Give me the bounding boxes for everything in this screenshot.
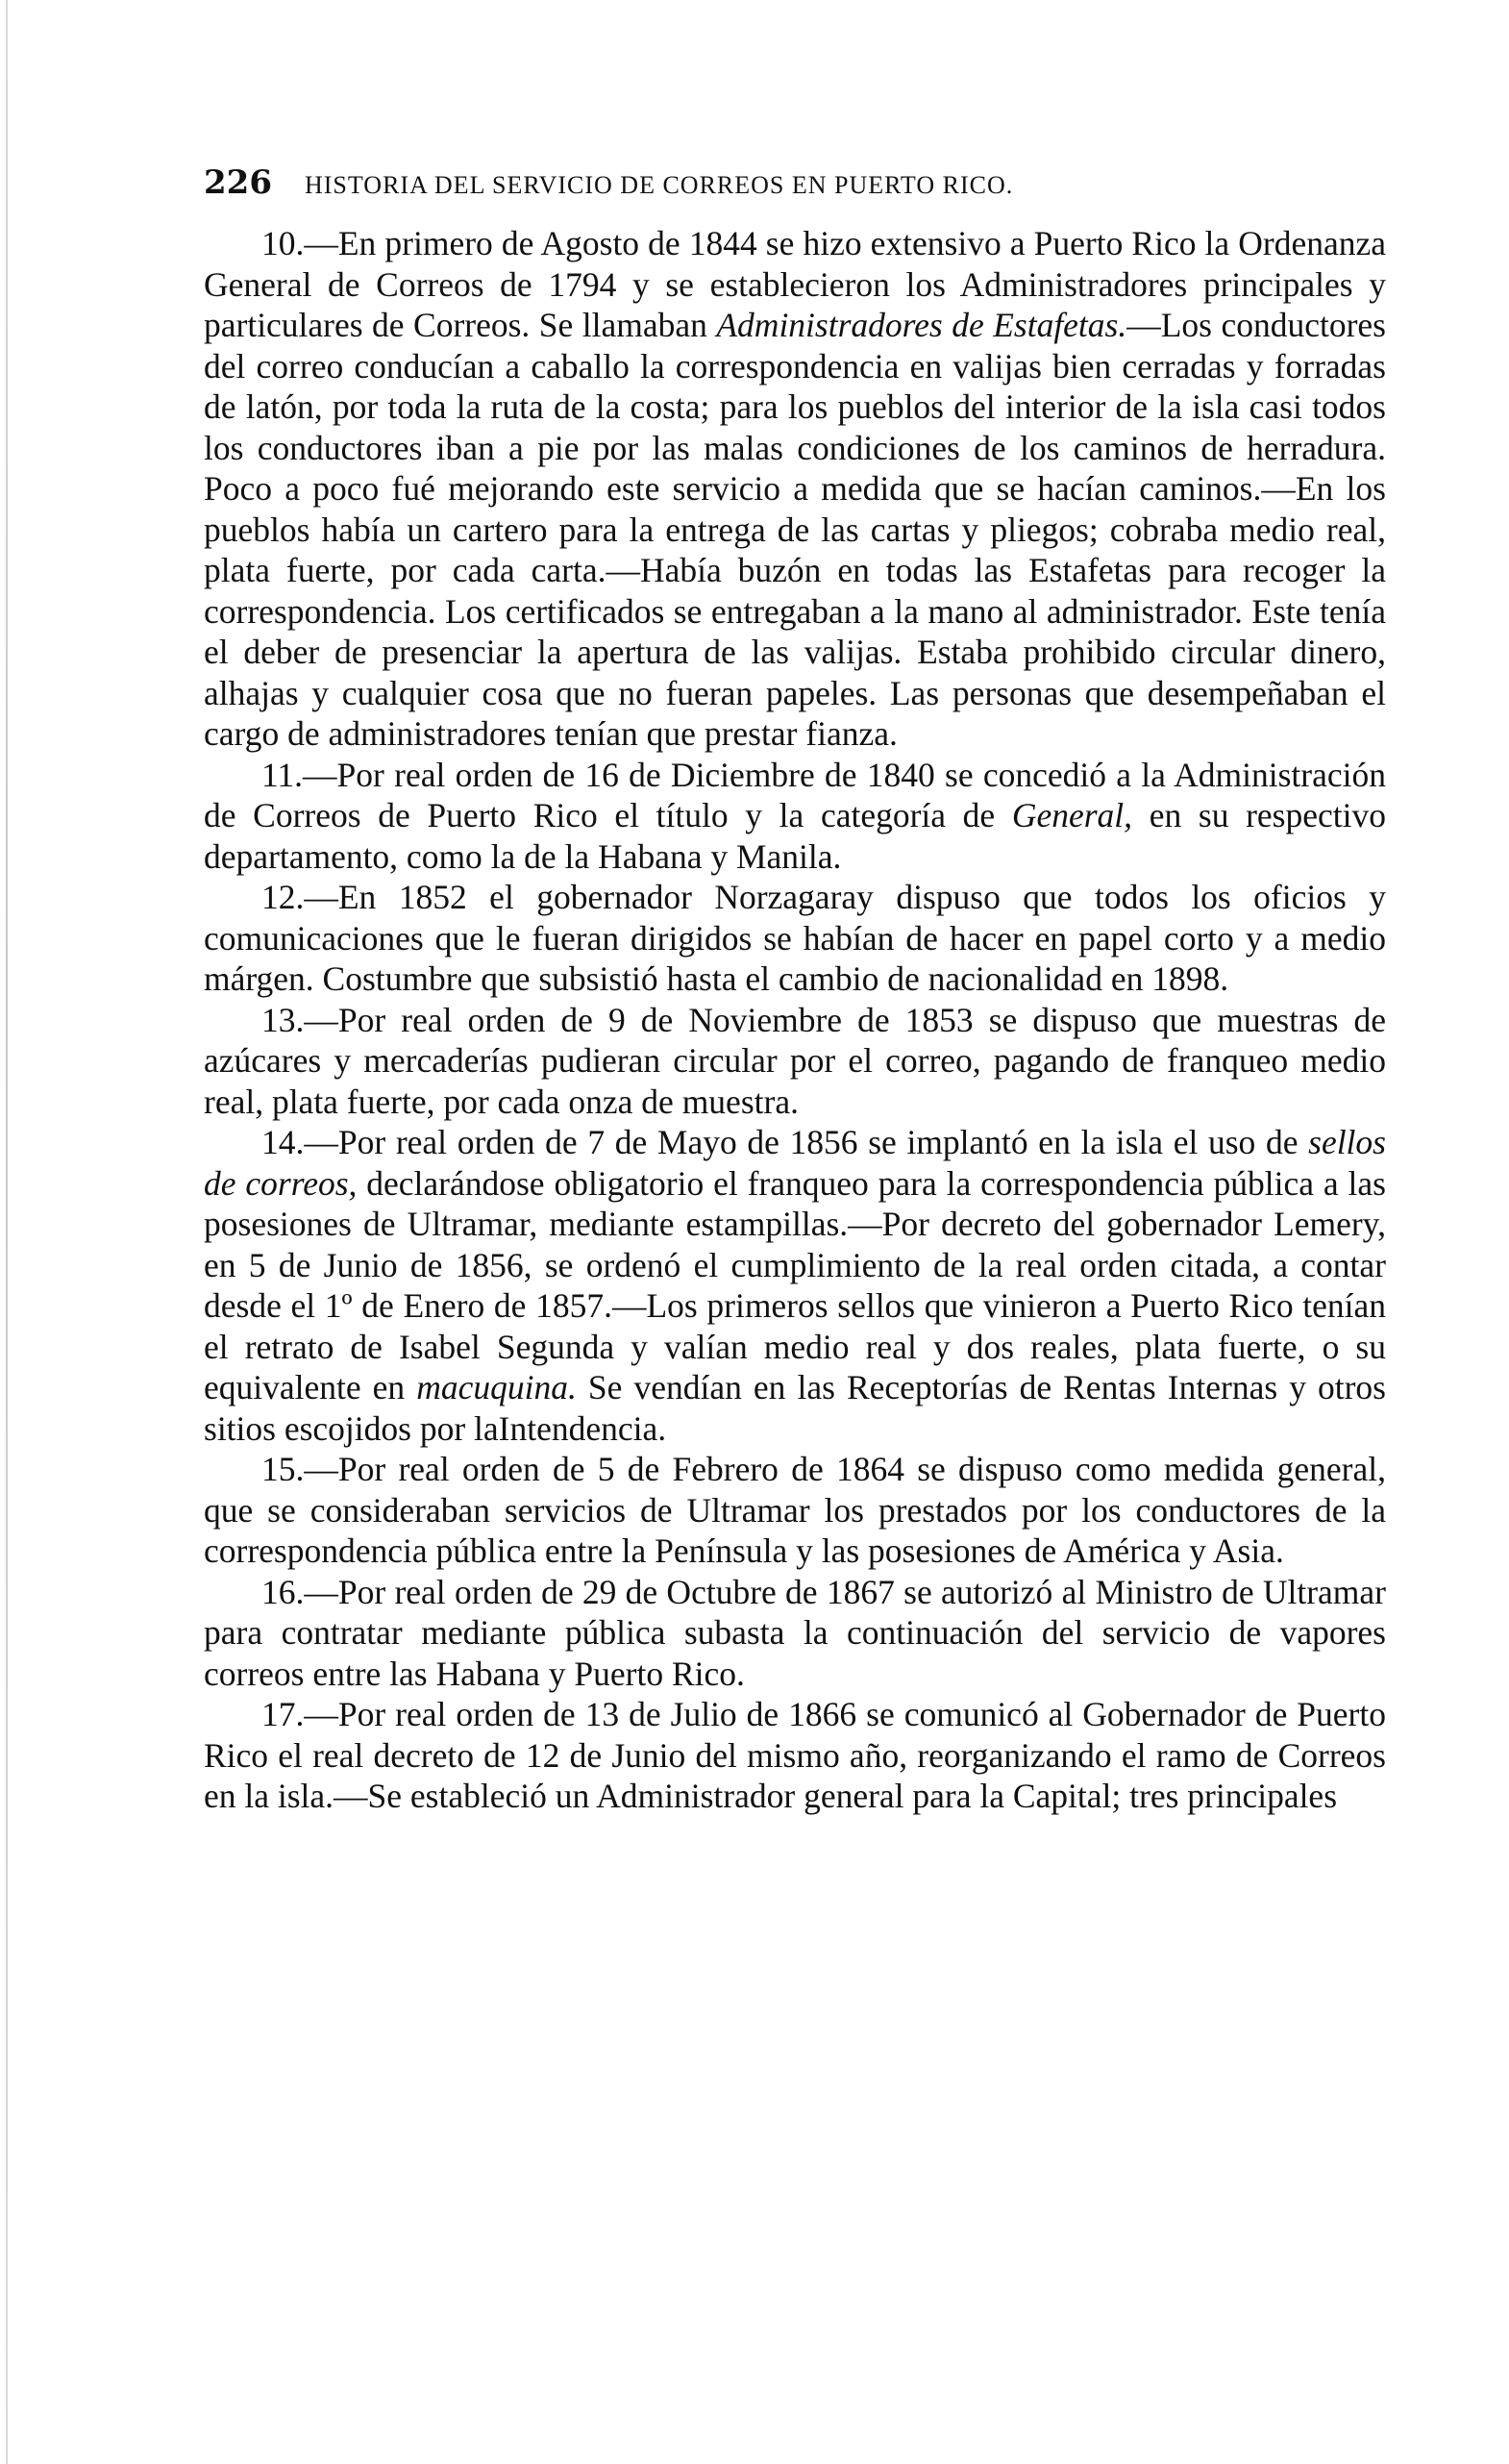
italic-term: sellos de correos, bbox=[204, 1123, 1386, 1203]
italic-term: macuquina. bbox=[416, 1368, 577, 1406]
paragraph-17: 17.—Por real orden de 13 de Julio de 1866 se comunicó al Gobernador de Puerto Rico el real decreto de 12 de Junio del mismo año, reorganizando el ramo de Correos en la isla.—Se estableció un Administrador general para la Capital; tres principales bbox=[204, 1695, 1386, 1815]
paragraph-15: 15.—Por real orden de 5 de Febrero de 1864 se dispuso como medida general, que se consideraban servicios de Ultramar los prestados por los conductores de la correspondencia pública entre la Península y las posesiones de América y Asia. bbox=[204, 1450, 1386, 1570]
scan-edge-line bbox=[6, 0, 8, 2464]
running-head bbox=[204, 163, 1386, 206]
paragraph-12: 12.—En 1852 el gobernador Norzagaray dispuso que todos los oficios y comunicaciones que le fueran dirigidos se habían de hacer en papel corto y a medio márgen. Costumbre que subsistió hasta el cambio de nacionalidad en 1898. bbox=[204, 878, 1386, 998]
paragraph-14: 14.—Por real orden de 7 de Mayo de 1856 se implantó en la isla el uso de sellos de correos, declarándose obligatorio el franqueo para la correspondencia pública a las posesiones de Ultramar, mediante estampillas.—Por decreto del gobernador Lemery, en 5 de Junio de 1856, se ordenó el cumplimiento de la real orden citada, a contar desde el 1º de Enero de 1857.—Los primeros sellos que vinieron a Puerto Rico tenían el retrato de Isabel Segunda y valían medio real y dos reales, plata fuerte, o su equivalente en macuquina. Se vendían en las Receptorías de Rentas Internas y otros sitios escojidos por laIntendencia. bbox=[204, 1123, 1386, 1448]
running-title: HISTORIA DEL SERVICIO DE CORREOS EN PUERTO RICO. bbox=[304, 171, 1014, 199]
paragraph-10: 10.—En primero de Agosto de 1844 se hizo extensivo a Puerto Rico la Ordenanza General de Correos de 1794 y se establecieron los Administradores principales y particulares de Correos. Se llamaban Administradores de Estafetas.—Los conductores del correo conducían a caballo la correspondencia en valijas bien cerradas y forradas de latón, por toda la ruta de la costa; para los pueblos del interior de la isla casi todos los conductores iban a pie por las malas condiciones de los caminos de herradura. Poco a poco fué mejorando este servicio a medida que se hacían caminos.—En los pueblos había un cartero para la entrega de las cartas y pliegos; cobraba medio real, plata fuerte, por cada carta.—Había buzón en todas las Estafetas para recoger la correspondencia. Los certificados se entregaban a la mano al administrador. Este tenía el deber de presenciar la apertura de las valijas. Estaba prohibido circular dinero, alhajas y cualquier cosa que no fueran papeles. Las personas que desempeñaban el cargo de administradores tenían que prestar fianza. bbox=[204, 224, 1387, 753]
paragraph-11: 11.—Por real orden de 16 de Diciembre de 1840 se concedió a la Administración de Correos de Puerto Rico el título y la categoría de General, en su respectivo departamento, como la de la Habana y Manila. bbox=[204, 755, 1386, 876]
paragraph-16: 16.—Por real orden de 29 de Octubre de 1867 se autorizó al Ministro de Ultramar para contratar mediante pública subasta la continuación del servicio de vapores correos entre las Habana y Puerto Rico. bbox=[204, 1572, 1386, 1693]
italic-term: Administradores de Estafetas. bbox=[716, 306, 1127, 344]
page-number: 226 bbox=[204, 163, 272, 202]
paragraph-13: 13.—Por real orden de 9 de Noviembre de 1853 se dispuso que muestras de azúcares y mercaderías pudieran circular por el correo, pagando de franqueo medio real, plata fuerte, por cada onza de muestra. bbox=[204, 1000, 1386, 1121]
italic-term: General, bbox=[1011, 796, 1133, 834]
body-text bbox=[204, 223, 1386, 1817]
